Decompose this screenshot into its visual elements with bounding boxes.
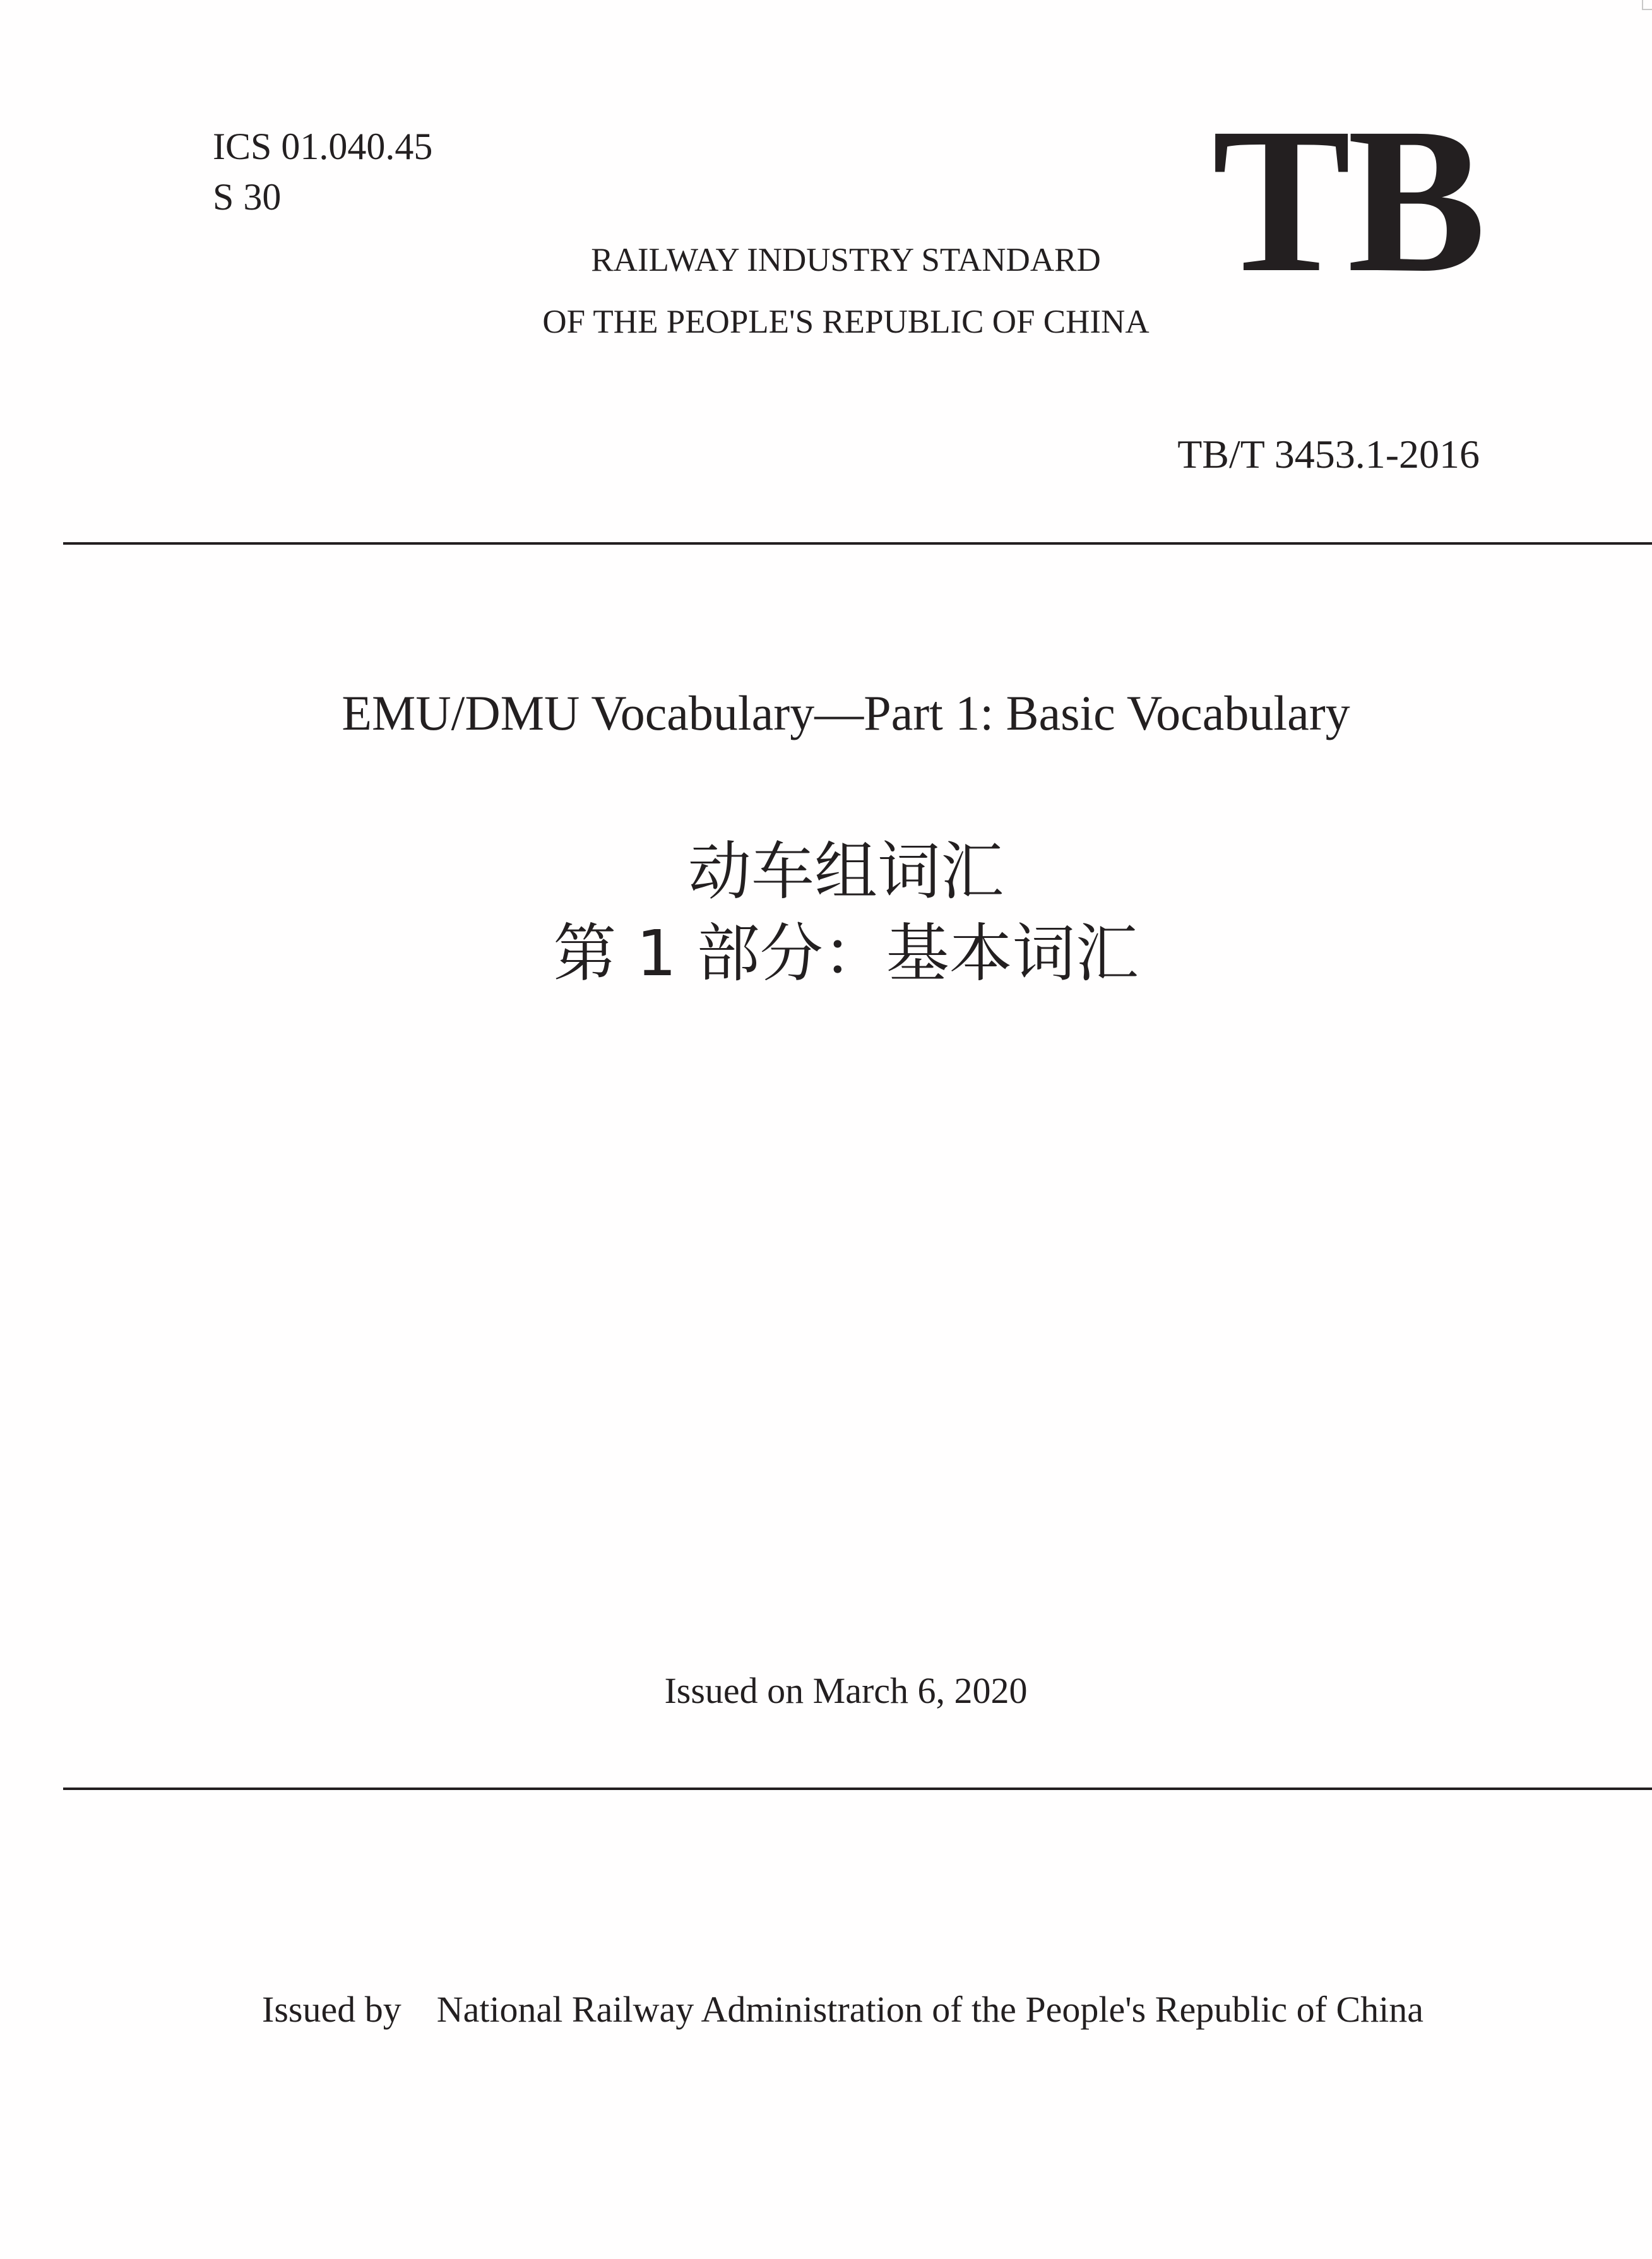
issuer-name: National Railway Administration of the People's Republic of China bbox=[436, 1989, 1424, 2030]
tb-logo: TB bbox=[1212, 85, 1483, 316]
category-code: S 30 bbox=[213, 176, 282, 218]
top-divider bbox=[63, 542, 1652, 545]
chinese-title-line-1: 动车组词汇 bbox=[688, 834, 1004, 908]
standard-number: TB/T 3453.1-2016 bbox=[1177, 432, 1480, 477]
issued-by-label: Issued by bbox=[262, 1989, 401, 2030]
bottom-divider bbox=[63, 1788, 1652, 1790]
chinese-title-line-2: 第 1 部分：基本词汇 bbox=[553, 916, 1139, 990]
page-corner-mark bbox=[1642, 0, 1652, 10]
issue-date: Issued on March 6, 2020 bbox=[664, 1670, 1028, 1711]
issuer-line bbox=[262, 1988, 1423, 2031]
english-title: EMU/DMU Vocabulary—Part 1: Basic Vocabulary bbox=[342, 685, 1350, 740]
ics-code: ICS 01.040.45 bbox=[213, 126, 433, 167]
classification-codes bbox=[213, 121, 432, 222]
standard-type-line-2: OF THE PEOPLE'S REPUBLIC OF CHINA bbox=[542, 304, 1150, 340]
standard-type-line-1: RAILWAY INDUSTRY STANDARD bbox=[591, 242, 1101, 278]
